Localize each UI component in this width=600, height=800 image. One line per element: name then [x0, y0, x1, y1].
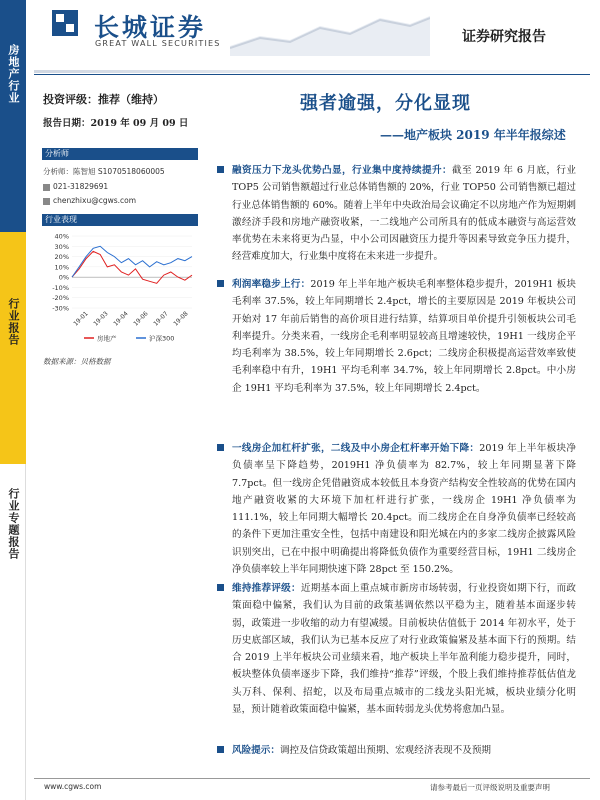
email-icon [43, 198, 50, 205]
chart-ytick-label: -10% [52, 283, 69, 292]
chart-ytick-label: 30% [54, 242, 69, 251]
chart-xtick-label: 19-04 [112, 310, 130, 328]
report-date: 报告日期：2019 年 09 月 09 日 [43, 118, 189, 129]
bullet-icon [217, 280, 224, 287]
analyst-name: 分析师：陈智旭 S1070518060005 [43, 167, 165, 176]
paragraph-lead: 一线房企加杠杆扩张，二线及中小房企杠杆率开始下降： [232, 443, 480, 454]
bullet-icon [217, 584, 224, 591]
chart-legend-label: 房地产 [97, 334, 117, 343]
investment-rating: 投资评级：推荐（维持） [43, 93, 164, 106]
footer-note: 请参考最后一页评级说明及重要声明 [430, 783, 550, 792]
great-wall-icon [230, 6, 430, 56]
analyst-phone-row [43, 182, 108, 191]
bullet-icon [217, 444, 224, 451]
paragraph-lead: 维持推荐评级： [232, 583, 301, 594]
logo-chinese: 长城证券 [94, 13, 207, 42]
paragraph-lead: 利润率稳步上行： [232, 279, 311, 290]
paragraph-rating [232, 580, 576, 718]
report-type: 证券研究报告 [462, 29, 546, 45]
paragraph-text: 2019 年上半年地产板块毛利率整体稳步提升，2019H1 板块毛利率 37.5%，较上年同期增长 2.4pct，增长的主要原因是 2019 年板块公司开始对 17 年前后销售的高价项目进行结算，结算项目单价提升引领板块公司毛利率提升。分类来看，一线房企毛利率明显较高且增速较快，19H1 一线房企平均毛利率为 38.5%，较上年同期增长 2.6pct；二线房企积极提高运营效率致使毛利率稳中有升，19H1 平均毛利率 34.7%，较上年同期增长 2.8pct。中小房企 19H1 平均毛利率为 37.5%，较上年同期增长 2.4pct。 [232, 279, 577, 394]
chart-xtick-label: 19-08 [172, 310, 190, 328]
paragraph-leverage [232, 440, 576, 578]
sidebar-bottom-block [0, 464, 26, 800]
chart-ytick-label: -20% [52, 294, 69, 303]
sidebar-top-label: 房地产行业 [7, 44, 20, 104]
paragraph-risk [232, 742, 576, 759]
page-title: 强者逾强，分化显现 [300, 93, 471, 114]
chart-source: 数据来源：贝格数据 [43, 357, 111, 366]
paragraph-lead: 风险提示： [232, 745, 280, 756]
analyst-section-header: 分析师 [42, 148, 198, 160]
page-subtitle: ——地产板块 2019 年半年报综述 [380, 128, 566, 142]
paragraph-text: 调控及信贷政策超出预期、宏观经济表现不及预期 [279, 745, 492, 756]
bullet-icon [217, 746, 224, 753]
chart-legend-label: 沪深300 [149, 334, 175, 343]
header-divider [34, 74, 590, 75]
chart-xtick-label: 19-03 [92, 310, 110, 328]
chart-section-header: 行业表现 [42, 214, 198, 226]
logo-english: GREAT WALL SECURITIES [95, 39, 221, 48]
sidebar-bottom-label: 行业专题报告 [7, 488, 20, 560]
bullet-icon [217, 166, 224, 173]
chart-series-line [72, 251, 192, 283]
logo-icon [52, 10, 78, 36]
paragraph-concentration [232, 162, 576, 266]
analyst-email-row [43, 196, 136, 205]
analyst-phone: 021-31829691 [53, 182, 109, 191]
phone-icon [43, 184, 50, 191]
paragraph-lead: 融资压力下龙头优势凸显，行业集中度持续提升： [232, 165, 453, 176]
chart-svg [40, 230, 198, 350]
footer-divider [34, 778, 590, 779]
chart-ytick-label: 40% [54, 232, 69, 241]
chart-xtick-label: 19-01 [72, 310, 90, 328]
paragraph-margin [232, 276, 576, 397]
chart-ytick-label: 20% [54, 253, 69, 262]
industry-performance-chart [40, 230, 198, 350]
sidebar-top-block [0, 0, 26, 232]
analyst-email[interactable]: chenzhixu@cgws.com [53, 196, 137, 205]
logo-mark [52, 10, 78, 36]
sidebar-mid-block [0, 232, 26, 464]
paragraph-text: 2019 年上半年板块净负债率呈下降趋势，2019H1 净负债率为 82.7%，较上年同期显著下降 7.7pct。但一线房企凭借融资成本较低且本身资产结构安全性较高的优势在国内地产融资收紧的大环境下加杠杆进行扩张，一线房企 19H1 净负债率为 111.1%，较上年同期大幅增长 20.4pct。而二线房企在自身净负债率已经较高的条件下更加注重安全性，包括中南建设和阳光城在内的多家二线房企披露风险识别突出，已在中报中明确提出将降低负债作为重要经营目标，19H1 二线房企净负债率较上半年同期快速下降 28pct 至 150.2%。 [232, 443, 577, 576]
chart-xtick-label: 19-06 [132, 310, 150, 328]
great-wall-banner [230, 6, 430, 56]
header-band [34, 70, 590, 73]
chart-ytick-label: 0% [58, 273, 69, 282]
sidebar-mid-label: 行业报告 [7, 298, 20, 346]
footer-url[interactable]: www.cgws.com [44, 782, 102, 791]
paragraph-text: 截至 2019 年 6 月底，行业 TOP5 公司销售额超过行业总体销售额的 20%，行业 TOP50 公司销售额已超过行业总体销售额的 60%。随着上半年中央政治局会议确定不以房地产作为短期刺激经济手段和房地产融资收紧，一二线地产公司所具有的低成本融资与高运营效率优势在未来将更为凸显，中小公司因融资压力提升等因素导致竞争压力提升，经营难度加大，行业集中度将在未来进一步提升。 [232, 165, 577, 263]
chart-xtick-label: 19-07 [152, 310, 170, 328]
chart-ytick-label: -30% [52, 304, 69, 313]
paragraph-text: 近期基本面上重点城市新房市场转弱，行业投资如期下行，而政策面稳中偏紧，我们认为目前的政策基调依然以平稳为主，随着基本面逐步转弱，政策进一步收缩的动力有望减缓。目前板块估值低于 2014 年初水平，处于历史底部区域，我们认为已基本反应了对行业政策偏紧及基本面下行的预期。结合 2019 上半年板块公司业绩来看，地产板块上半年盈利能力稳步提升，同时，板块整体负债率逐步下降，我们维持“推荐”评级，个股上我们维持推荐低估值龙头万科、保利、招蛇，以及布局重点城市的二线龙头阳光城，板块业绩分化明显，预计随着政策面稳中偏紧，基本面转弱龙头优势将愈加凸显。 [232, 583, 577, 716]
chart-ytick-label: 10% [54, 263, 69, 272]
